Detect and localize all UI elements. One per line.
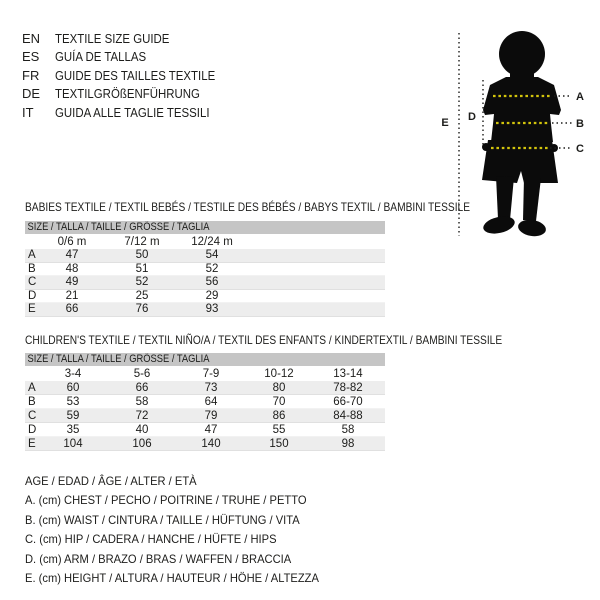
column-header: 0/6 m	[57, 235, 87, 248]
legend-line-hip: C. (cm) HIP / CADERA / HANCHE / HÜFTE / HIPS	[25, 532, 277, 547]
table-row	[25, 381, 385, 395]
column-header: 7/12 m	[124, 235, 160, 248]
babies-table	[25, 236, 385, 318]
table-cell: 48	[65, 262, 79, 275]
row-label: B	[28, 396, 36, 408]
row-label: A	[28, 382, 36, 394]
table-row	[25, 423, 385, 437]
row-label: D	[28, 289, 37, 302]
table-cell: 66	[135, 382, 149, 394]
language-code: ES	[22, 49, 40, 65]
table-cell: 58	[135, 396, 149, 408]
table-cell: 25	[135, 289, 149, 302]
label-e: E	[441, 117, 449, 129]
table-row	[25, 409, 385, 423]
table-cell: 35	[66, 424, 80, 436]
table-cell: 60	[66, 382, 80, 394]
table-cell: 40	[135, 424, 149, 436]
table-cell: 80	[272, 382, 286, 394]
table-cell: 49	[65, 276, 79, 289]
legend-line-age: AGE / EDAD / ÂGE / ALTER / ETÀ	[25, 474, 197, 488]
language-list	[22, 30, 237, 122]
table-cell: 66-70	[333, 396, 363, 408]
table-cell: 104	[63, 438, 83, 450]
row-label: C	[28, 276, 37, 289]
language-label: GUÍA DE TALLAS	[54, 49, 146, 65]
language-label: TEXTILGRÖßENFÜHRUNG	[54, 86, 200, 102]
column-header: 5-6	[133, 368, 151, 380]
children-size-header-bar: SIZE / TALLA / TAILLE / GRÖSSE / TAGLIA	[25, 353, 385, 366]
table-cell: 59	[66, 410, 80, 422]
legend-line-arm: D. (cm) ARM / BRAZO / BRAS / WAFFEN / BRACCIA	[25, 551, 292, 566]
column-header: 7-9	[202, 368, 220, 380]
table-cell: 66	[65, 303, 79, 316]
table-row	[25, 290, 385, 304]
table-cell: 72	[135, 410, 149, 422]
row-label: E	[28, 303, 36, 316]
label-c: C	[576, 143, 584, 155]
table-row	[25, 395, 385, 409]
table-cell: 29	[205, 289, 219, 302]
table-cell: 76	[135, 303, 149, 316]
row-label: A	[28, 249, 36, 262]
label-d: D	[468, 111, 476, 123]
language-row-en	[22, 30, 237, 48]
table-row	[25, 263, 385, 277]
table-cell: 84-88	[333, 410, 363, 422]
table-cell: 150	[269, 438, 289, 450]
column-header: 3-4	[64, 368, 82, 380]
legend-line-chest: A. (cm) CHEST / PECHO / POITRINE / TRUHE / PETTO	[25, 493, 307, 508]
table-row	[25, 276, 385, 290]
table-row	[25, 303, 385, 317]
language-code: IT	[22, 104, 34, 120]
language-row-es	[22, 48, 237, 66]
table-cell: 52	[135, 276, 149, 289]
table-row	[25, 249, 385, 263]
language-code: EN	[22, 31, 41, 46]
row-label: E	[28, 438, 36, 450]
table-cell: 98	[341, 438, 355, 450]
row-label: C	[28, 410, 37, 422]
language-label: GUIDA ALLE TAGLIE TESSILI	[54, 104, 210, 120]
babies-size-header-bar: SIZE / TALLA / TAILLE / GRÖSSE / TAGLIA	[25, 221, 385, 234]
row-label: B	[28, 262, 36, 275]
babies-column-header-row	[25, 236, 385, 250]
table-cell: 51	[135, 262, 149, 275]
language-row-it	[22, 104, 237, 122]
language-row-de	[22, 85, 237, 103]
language-row-fr	[22, 67, 237, 85]
table-cell: 64	[204, 396, 218, 408]
table-cell: 21	[65, 289, 79, 302]
measurement-legend	[25, 472, 341, 588]
table-cell: 47	[65, 249, 79, 262]
label-b: B	[576, 118, 584, 130]
children-column-header-row	[25, 367, 385, 381]
column-header: 10-12	[264, 368, 294, 380]
table-cell: 56	[205, 276, 219, 289]
table-row	[25, 437, 385, 451]
column-header: 12/24 m	[191, 235, 233, 248]
column-header: 13-14	[333, 368, 363, 380]
children-table	[25, 367, 385, 451]
table-cell: 78-82	[333, 382, 363, 394]
language-code: FR	[22, 67, 40, 83]
legend-line-waist: B. (cm) WAIST / CINTURA / TAILLE / HÜFTUNG / VITA	[25, 512, 300, 527]
table-cell: 73	[204, 382, 218, 394]
language-label: GUIDE DES TAILLES TEXTILE	[54, 67, 215, 83]
row-label: D	[28, 424, 37, 436]
table-cell: 47	[204, 424, 218, 436]
table-cell: 140	[201, 438, 221, 450]
children-table-title: CHILDREN'S TEXTILE / TEXTIL NIÑO/A / TEXTIL DES ENFANTS / KINDERTEXTIL / BAMBINI TESSILE	[25, 333, 503, 347]
table-cell: 79	[204, 410, 218, 422]
table-cell: 53	[66, 396, 80, 408]
table-cell: 50	[135, 249, 149, 262]
table-cell: 54	[205, 249, 219, 262]
table-cell: 58	[341, 424, 355, 436]
table-cell: 106	[132, 438, 152, 450]
table-cell: 55	[272, 424, 286, 436]
table-cell: 52	[205, 262, 219, 275]
legend-line-height: E. (cm) HEIGHT / ALTURA / HAUTEUR / HÖHE / ALTEZZA	[25, 571, 319, 586]
language-label: TEXTILE SIZE GUIDE	[54, 31, 170, 46]
table-cell: 93	[205, 303, 219, 316]
language-code: DE	[22, 86, 41, 102]
babies-table-title: BABIES TEXTILE / TEXTIL BEBÉS / TESTILE DES BÉBÉS / BABYS TEXTIL / BAMBINI TESSILE	[25, 200, 471, 214]
table-cell: 86	[272, 410, 286, 422]
label-a: A	[576, 91, 584, 103]
table-cell: 70	[272, 396, 286, 408]
